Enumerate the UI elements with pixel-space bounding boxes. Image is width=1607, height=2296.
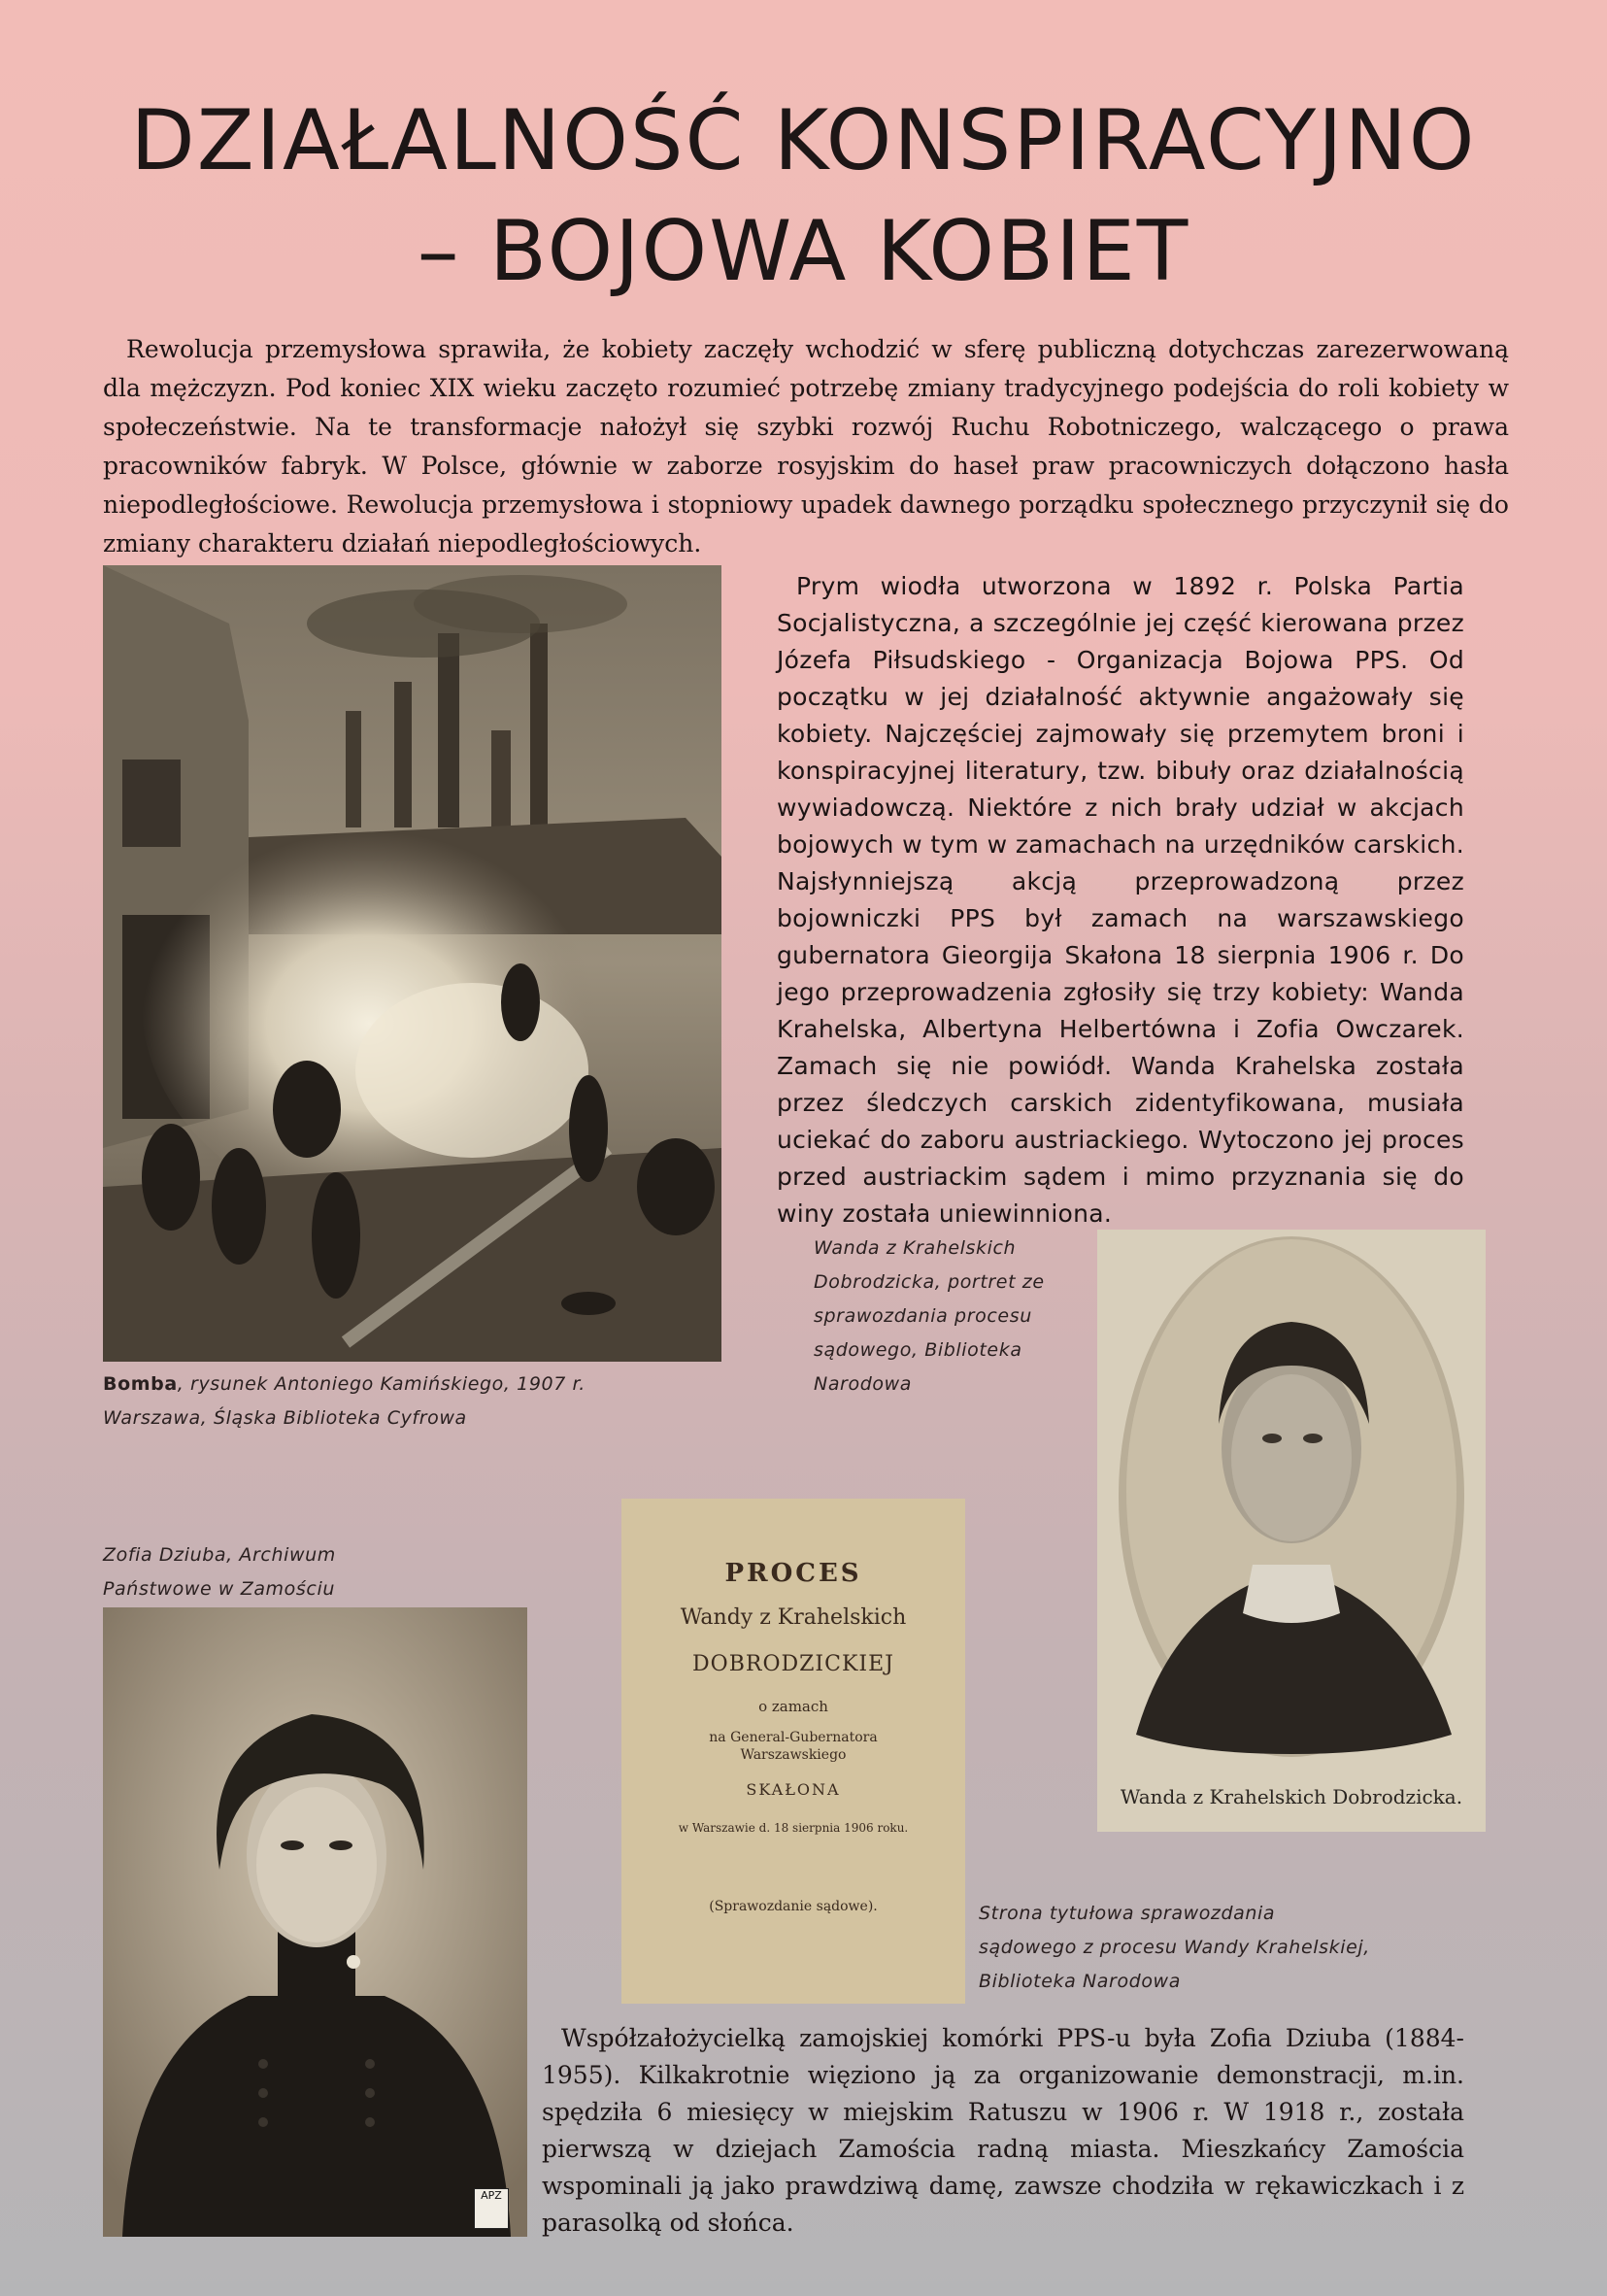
zofia-dziuba-photo [103,1607,527,2237]
zofia-caption-line: Zofia Dziuba, Archiwum [103,1544,336,1566]
court-report-title-page [621,1499,965,2004]
wanda-portrait-photo [1097,1230,1486,1832]
title-page-line: DOBRODZICKIEJ [692,1652,894,1676]
wanda-caption-line: sprawozdania procesu [814,1305,1032,1327]
bomba-caption-text: , rysunek Antoniego Kamińskiego, 1907 r. [177,1373,586,1395]
wanda-caption-line: Narodowa [814,1373,912,1395]
title-page-line: SKAŁONA [746,1780,841,1799]
wanda-caption-line: sądowego, Biblioteka [814,1339,1022,1361]
bomba-caption [103,1367,705,1435]
bomba-caption-source: Warszawa, Śląska Biblioteka Cyfrowa [103,1407,467,1429]
archive-stamp-logo: APZ [474,2188,509,2229]
wanda-caption [814,1232,1105,1401]
zofia-caption [103,1538,433,1606]
title-page-line: Wandy z Krahelskich [680,1605,907,1630]
title-page-line: na General-Gubernatora [709,1730,878,1745]
portrait-inscription: Wanda z Krahelskich Dobrodzicka. [1120,1785,1463,1808]
title-page-line: Warszawskiego [740,1747,847,1763]
wanda-caption-line: Dobrodzicka, portret ze [814,1271,1045,1293]
title-line-1: DZIAŁALNOŚĆ KONSPIRACYJNO [130,92,1477,189]
title-page-line: (Sprawozdanie sądowe). [709,1899,878,1914]
zofia-caption-line: Państwowe w Zamościu [103,1578,335,1600]
pps-paragraph: Prym wiodła utworzona w 1892 r. Polska Partia Socjalistyczna, a szczególnie jej część kierowana przez Józefa Piłsudskiego - Organizacja Bojowa PPS. Od początku w jej działalność aktywnie angażowały się kobiety. Najczęściej zajmowały się przemytem broni i konspiracyjnej literatury, tzw. bibuły oraz działalnością wywiadowczą. Niektóre z nich brały udział w akcjach bojowych w tym w zamachach na urzędników carskich. Najsłynniejszą akcją przeprowadzoną przez bojowniczki PPS był zamach na warszawskiego gubernatora Gieorgija Skałona 18 sierpnia 1906 r. Do jego przeprowadzenia zgłosiły się trzy kobiety: Wanda Krahelska, Albertyna Helbertówna i Zofia Owczarek. Zamach się nie powiódł. Wanda Krahelska została przez śledczych carskich zidentyfikowana, musiała uciekać do zaboru austriackiego. Wytoczono jej proces przed austriackim sądem i mimo przyznania się do winy została uniewinniona. [777,572,1464,1228]
title-page-caption-line: Biblioteka Narodowa [979,1971,1181,1992]
bomba-caption-title: Bomba [103,1373,178,1395]
title-page-caption-line: Strona tytułowa sprawozdania [979,1903,1276,1924]
title-page-line: PROCES [724,1559,862,1588]
title-page-caption-line: sądowego z procesu Wandy Krahelskiej, [979,1937,1370,1958]
intro-paragraph: Rewolucja przemysłowa sprawiła, że kobiety zaczęły wchodzić w sferę publiczną dotychczas zarezerwowaną dla mężczyzn. Pod koniec XIX wieku zaczęto rozumieć potrzebę zmiany tradycyjnego podejścia do roli kobiety w społeczeństwie. Na te transformacje nałożył się szybki rozwój Ruchu Robotniczego, walczącego o prawa pracowników fabryk. W Polsce, głównie w zaborze rosyjskim do haseł praw pracowniczych dołączono hasła niepodległościowe. Rewolucja przemysłowa i stopniowy upadek dawnego porządku społecznego przyczynił się do zmiany charakteru działań niepodległościowych. [103,335,1509,557]
dziuba-paragraph: Współzałożycielką zamojskiej komórki PPS-u była Zofia Dziuba (1884-1955). Kilkakrotnie więziono ją za organizowanie demonstracji, m.in. spędziła 6 miesięcy w miejskim Ratuszu w 1906 r. W 1918 r., została pierwszą w dziejach Zamościa radną miasta. Mieszkańcy Zamościa wspominali ją jako prawdziwą damę, zawsze chodziła w rękawiczkach i z parasolką od słońca. [542,2024,1464,2237]
title-page-line: o zamach [758,1698,828,1715]
bomba-illustration [103,565,721,1362]
title-page-line: w Warszawie d. 18 sierpnia 1906 roku. [678,1821,909,1835]
wanda-caption-line: Wanda z Krahelskich [814,1237,1017,1259]
page-title [58,85,1549,307]
title-page-caption [979,1897,1503,1999]
title-line-2: – BOJOWA KOBIET [417,203,1190,300]
